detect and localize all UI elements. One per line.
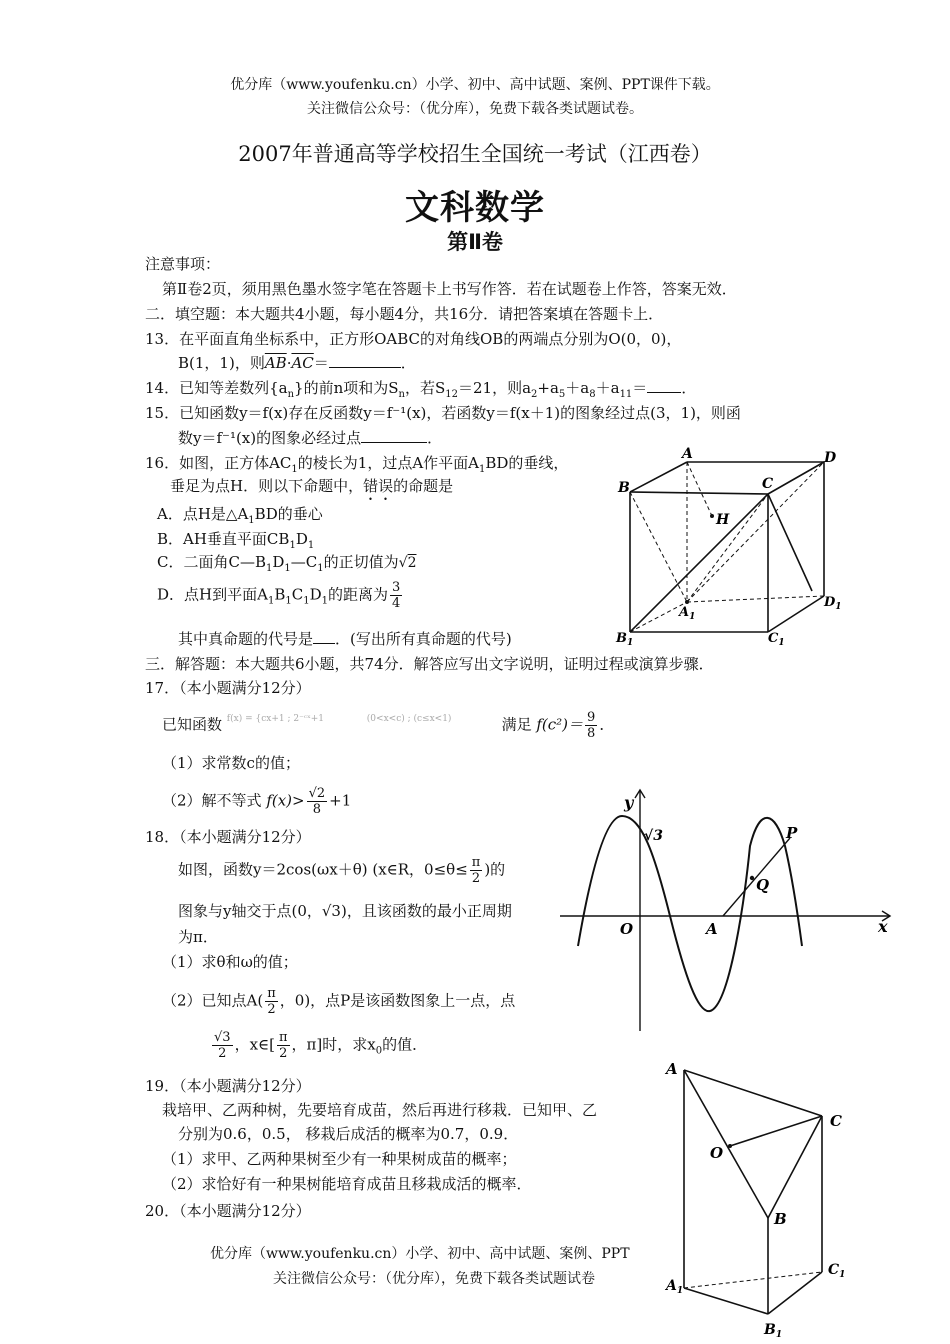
label-A1: $A_1$ — [666, 1278, 684, 1296]
q16-line2: 垂足为点H．则以下命题中，错误的命题是 — [170, 477, 454, 495]
q13-line1: 13．在平面直角坐标系中，正方形OABC的对角线OB的两端点分别为O(0，0)， — [145, 330, 682, 348]
label-Q: Q — [756, 876, 770, 894]
q18-part1: （1）求θ和ω的值； — [162, 953, 298, 971]
q16-option-d: D．点H到平面$A_1B_1C_1D_1$的距离为 $\frac{3}{4}$ — [157, 580, 401, 611]
q16-line1: 16．如图，正方体$AC_1$的棱长为1，过点A作平面$A_1BD$的垂线， — [145, 454, 569, 475]
section3-heading: 三．解答题：本大题共6小题，共74分．解答应写出文字说明，证明过程或演算步骤． — [145, 655, 714, 673]
footer-line1: 优分库（www.youfenku.cn）小学、初中、高中试题、案例、PPT — [210, 1246, 630, 1262]
label-y: y — [624, 793, 634, 812]
label-O: O — [620, 920, 634, 938]
q18-line1: 如图，函数y＝2cos(ωx＋θ) (x∈R，0≤θ≤ $\frac{\pi}{2}$ )的 — [178, 855, 506, 886]
label-D1: $D_1$ — [824, 595, 842, 612]
exam-title: 2007年普通高等学校招生全国统一考试（江西卷） — [238, 142, 712, 166]
cube-figure — [612, 444, 858, 648]
label-D: D — [824, 450, 837, 466]
q16-option-a: A．点H是$\triangle A_1BD$的垂心 — [157, 505, 323, 526]
q18-line2: 图象与y轴交于点(0，√3)，且该函数的最小正周期 — [178, 902, 512, 920]
q19-heading: 19．（本小题满分12分） — [145, 1077, 311, 1095]
label-C: C — [762, 476, 774, 492]
q16-option-b: B．AH垂直平面$CB_1D_1$ — [157, 530, 315, 551]
notice-text: 第Ⅱ卷2页，须用黑色墨水签字笔在答题卡上书写作答．若在试题卷上作答，答案无效． — [162, 280, 737, 298]
footer-line2: 关注微信公众号：（优分库），免费下载各类试题试卷 — [273, 1271, 595, 1287]
q18-heading: 18．（本小题满分12分） — [145, 828, 311, 846]
label-A1: $A_1$ — [679, 605, 696, 622]
q18-part3: $\frac{√3}{2}$ ，x∈[ $\frac{\pi}{2}$ ，π]时，求$x_0$的值． — [214, 1030, 428, 1061]
label-A: A — [682, 446, 693, 462]
prism-figure — [660, 1058, 860, 1342]
q19-part1: （1）求甲、乙两种果树至少有一种果树成苗的概率； — [162, 1150, 517, 1168]
label-B: B — [774, 1210, 787, 1228]
label-O: O — [710, 1144, 724, 1162]
q18-part2: （2）已知点A( $\frac{\pi}{2}$ ，0)，点P是该函数图象上一点，点 — [162, 986, 516, 1017]
label-sqrt3: √3 — [644, 828, 663, 844]
q19-part2: （2）求恰好有一种果树能培育成苗且移栽成活的概率． — [162, 1175, 532, 1193]
q16-tail: 其中真命题的代号是 ．(写出所有真命题的代号) — [178, 630, 512, 648]
subject-title: 文科数学 — [405, 188, 545, 228]
label-B1: $B_1$ — [616, 631, 634, 648]
q17-function: 已知函数 f(x) = {cx+1 ; 2⁻ᶜˣ+1 (0<x<c) ; (c≤x<1) 满足 f(c²)＝ $\frac{9}{8}$ ． — [162, 710, 615, 741]
label-A: A — [666, 1060, 678, 1078]
q17-heading: 17．（本小题满分12分） — [145, 679, 311, 697]
label-C: C — [830, 1112, 842, 1130]
q15-line1: 15．已知函数y＝f(x)存在反函数y＝f⁻¹(x)，若函数y＝f(x＋1)的图象经过点(3，1)，则函 — [145, 404, 741, 422]
q17-part1: （1）求常数c的值； — [162, 754, 300, 772]
label-C1: $C_1$ — [768, 631, 785, 648]
q14: 14．已知等差数列$\{a_n\}$的前n项和为$S_n$，若$S_{12}=21$，则$a_2+a_5+a_8+a_{11}=$ ． — [145, 379, 697, 400]
q19-line1: 栽培甲、乙两种树，先要培育成苗，然后再进行移栽．已知甲、乙 — [162, 1101, 598, 1119]
label-B: B — [618, 480, 630, 496]
label-A-axis: A — [706, 920, 718, 938]
label-P: P — [786, 824, 798, 842]
q16-option-c: C．二面角$C—B_1D_1—C_1$的正切值为√2 — [157, 553, 417, 574]
q20-heading: 20．（本小题满分12分） — [145, 1202, 311, 1220]
label-H: H — [716, 512, 730, 528]
notice-label: 注意事项： — [145, 255, 221, 273]
header-line1: 优分库（www.youfenku.cn）小学、初中、高中试题、案例、PPT课件下载。 — [230, 77, 720, 93]
cosine-graph-figure — [560, 786, 896, 1036]
label-B1: $B_1$ — [764, 1322, 783, 1340]
q13-line2: B(1，1)，则$\overline{AB}\cdot\overline{AC}=$ ． — [178, 354, 416, 372]
q17-part2: （2）解不等式 f(x)> $\frac{√2}{8}$ +1 — [162, 786, 352, 817]
q19-line2: 分别为0.6，0.5， 移栽后成活的概率为0.7，0.9． — [178, 1125, 519, 1143]
header-line2: 关注微信公众号：（优分库），免费下载各类试题试卷。 — [307, 101, 643, 117]
volume-title: 第Ⅱ卷 — [447, 230, 503, 254]
q15-line2: 数y＝f⁻¹(x)的图象必经过点 ． — [178, 429, 443, 447]
section2-heading: 二．填空题：本大题共4小题，每小题4分，共16分．请把答案填在答题卡上． — [145, 305, 664, 323]
q18-line3: 为π． — [178, 928, 218, 946]
label-C1: $C_1$ — [828, 1262, 846, 1280]
label-x: x — [878, 917, 888, 936]
